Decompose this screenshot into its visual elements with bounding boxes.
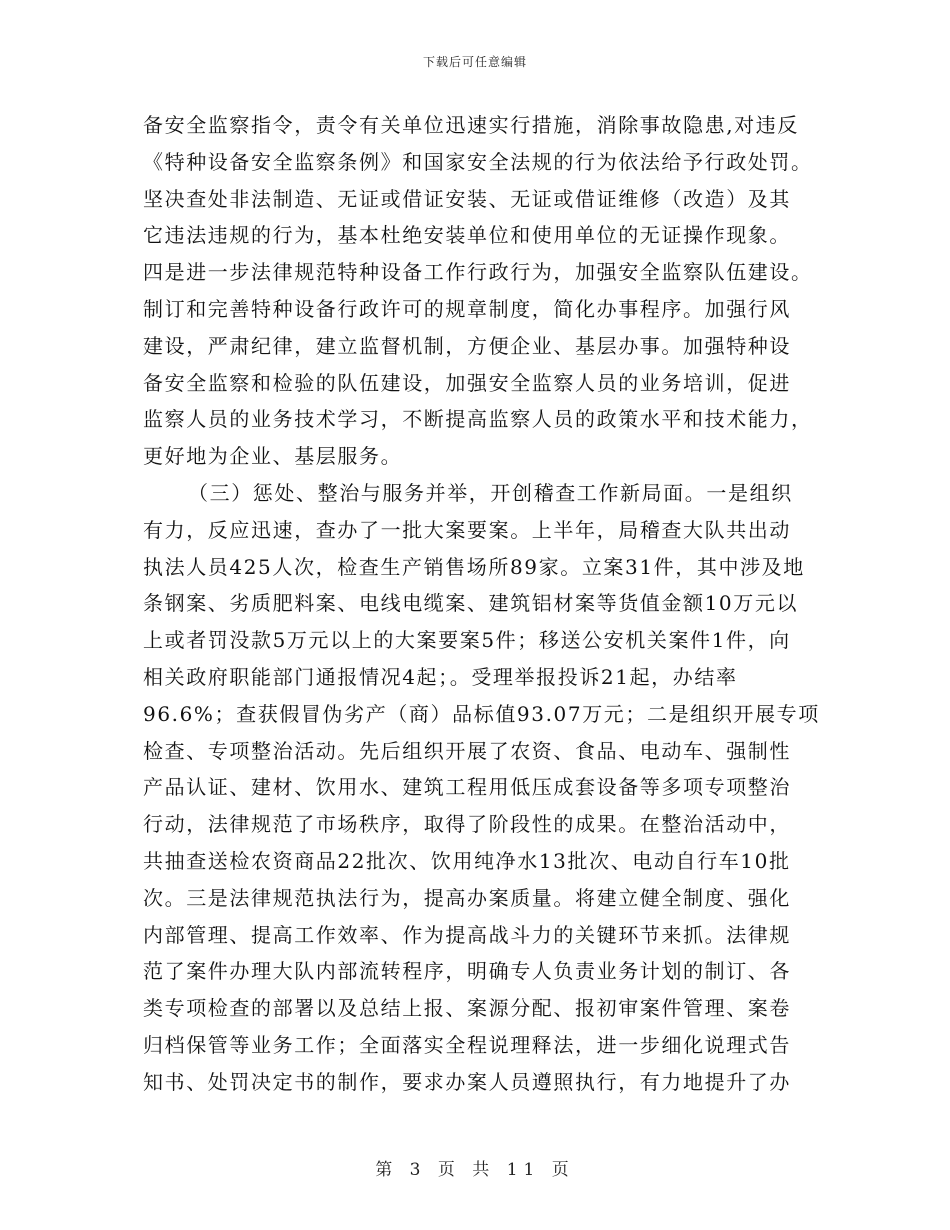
- text-line: 监察人员的业务技术学习，不断提高监察人员的政策水平和技术能力，: [143, 407, 813, 432]
- text-line: 备安全监察和检验的队伍建设，加强安全监察人员的业务培训，促进: [143, 370, 791, 395]
- text-line: 备安全监察指令，责令有关单位迅速实行措施，消除事故隐患,对违反: [143, 113, 799, 137]
- text-line: 四是进一步法律规范特种设备工作行政行为，加强安全监察队伍建设。: [143, 260, 813, 285]
- text-line: 共抽查送检农资商品22批次、饮用纯净水13批次、电动自行车10批: [143, 848, 791, 873]
- text-line: 检查、专项整治活动。先后组织开展了农资、食品、电动车、强制性: [143, 738, 791, 763]
- text-line: 范了案件办理大队内部流转程序，明确专人负责业务计划的制订、各: [143, 959, 791, 984]
- text-line: 96.6%；查获假冒伪劣产（商）品标值93.07万元；二是组织开展专项: [143, 701, 820, 726]
- text-line: 坚决查处非法制造、无证或借证安装、无证或借证维修（改造）及其: [143, 186, 791, 211]
- text-line: 相关政府职能部门通报情况4起；。受理举报投诉21起，办结率: [143, 664, 738, 689]
- text-line: 条钢案、劣质肥料案、电线电缆案、建筑铝材案等货值金额10万元以: [143, 591, 799, 616]
- text-line: 更好地为企业、基层服务。: [143, 444, 403, 469]
- text-line: 制订和完善特种设备行政许可的规章制度，简化办事程序。加强行风: [143, 296, 791, 321]
- page-header: 下载后可任意编辑: [422, 55, 527, 69]
- text-line: 产品认证、建材、饮用水、建筑工程用低压成套设备等多项专项整治: [143, 775, 791, 800]
- section-heading-line: （三）惩处、整治与服务并举，开创稽查工作新局面。一是组织: [188, 480, 793, 505]
- document-body: [143, 107, 820, 1101]
- text-line: 行动，法律规范了市场秩序，取得了阶段性的成果。在整治活动中，: [143, 812, 791, 837]
- text-line: 归档保管等业务工作；全面落实全程说理释法，进一步细化说理式告: [143, 1032, 791, 1057]
- text-line: 类专项检查的部署以及总结上报、案源分配、报初审案件管理、案卷: [143, 996, 791, 1021]
- text-line: 次。三是法律规范执法行为，提高办案质量。将建立健全制度、强化: [143, 885, 791, 910]
- text-line: 知书、处罚决定书的制作，要求办案人员遵照执行，有力地提升了办: [143, 1069, 791, 1094]
- text-line: 它违法违规的行为，基本杜绝安装单位和使用单位的无证操作现象。: [143, 223, 791, 248]
- text-line: 内部管理、提高工作效率、作为提高战斗力的关键环节来抓。法律规: [143, 922, 791, 947]
- text-line: 《特种设备安全监察条例》和国家安全法规的行为依法给予行政处罚。: [143, 149, 813, 174]
- text-line: 上或者罚没款5万元以上的大案要案5件；移送公安机关案件1件，向: [143, 628, 791, 653]
- text-line: 有力，反应迅速，查办了一批大案要案。上半年，局稽查大队共出动: [143, 517, 791, 542]
- page-footer: 第 3 页 共 11 页: [375, 1160, 575, 1180]
- text-line: 执法人员425人次，检查生产销售场所89家。立案31件，其中涉及地: [143, 554, 805, 579]
- text-line: 建设，严肃纪律，建立监督机制，方便企业、基层办事。加强特种设: [143, 333, 791, 358]
